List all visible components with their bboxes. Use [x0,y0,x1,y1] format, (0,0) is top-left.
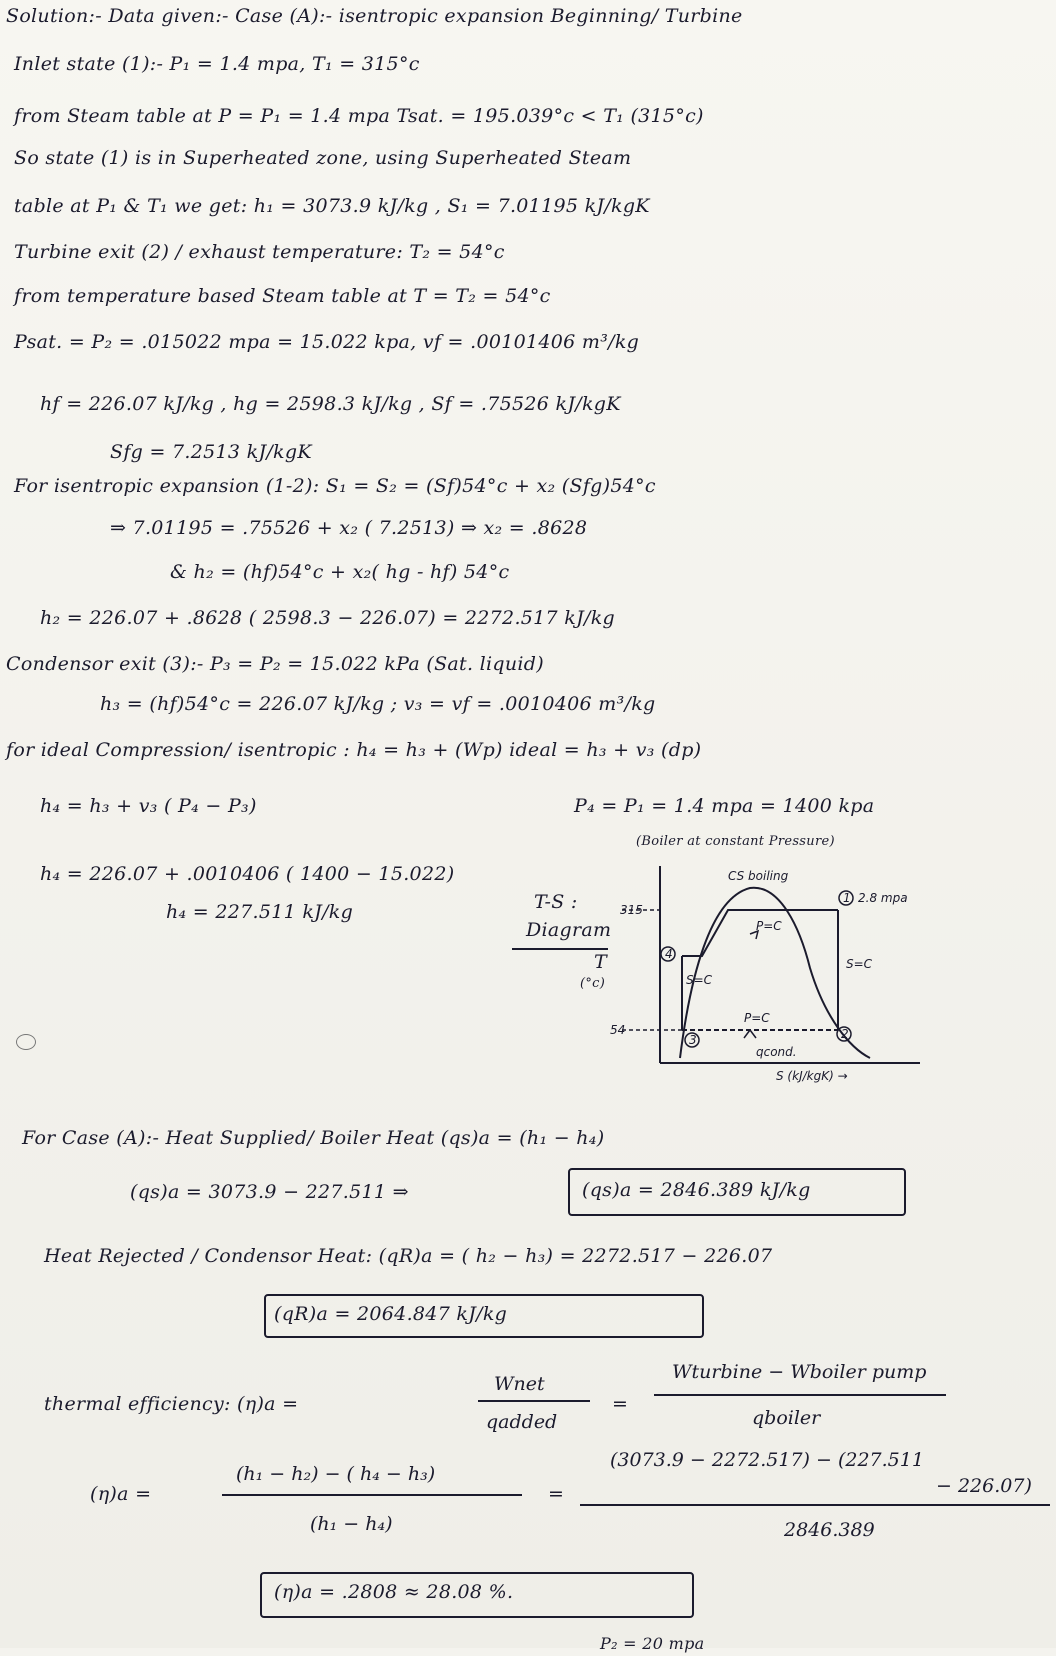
ts-diagram-title-2: Diagram [526,919,612,941]
line-heat-supplied: For Case (A):- Heat Supplied/ Boiler Heat (qs)a = (h₁ − h₄) [22,1127,605,1149]
sc-right-label: S=C [846,957,873,971]
frac-turbine-pump-bar [654,1394,946,1396]
ts-diagram-title: T-S : [534,891,578,913]
pressure-1-label: 2.8 mpa [858,891,908,905]
line-thermal-efficiency: thermal efficiency: (η)a = [44,1393,299,1415]
line-heat-rejected: Heat Rejected / Condensor Heat: (qR)a = ( h₂ − h₃) = 2272.517 − 226.07 [44,1245,773,1267]
frac-numeric-bar [580,1504,1050,1506]
line-temperature-table: from temperature based Steam table at T = T₂ = 54°c [14,285,551,307]
line-steam-table: from Steam table at P = P₁ = 1.4 mpa Tsat. = 195.039°c < T₁ (315°c) [14,105,704,127]
line-h4-value: h₄ = 227.511 kJ/kg [166,901,354,923]
line-qs-substitution: (qs)a = 3073.9 − 227.511 ⇒ [130,1181,409,1203]
line-solution-header: Solution:- Data given:- Case (A):- isentropic expansion Beginning/ Turbine [6,5,743,27]
frac-wnet-denominator: qadded [486,1411,558,1433]
line-superheated-zone: So state (1) is in Superheated zone, using Superheated Steam [14,147,632,169]
x-axis-label: S (kJ/kgK) → [776,1069,848,1083]
sc-left-label: S=C [686,973,713,987]
ts-diagram-y-axis-label: T [594,951,607,973]
ts-diagram [610,858,930,1086]
line-turbine-exit: Turbine exit (2) / exhaust temperature: T₂ = 54°c [14,241,505,263]
line-h1-s1: table at P₁ & T₁ we get: h₁ = 3073.9 kJ/kg , S₁ = 7.01195 kJ/kgK [14,195,650,217]
line-sfg: Sfg = 7.2513 kJ/kgK [110,441,312,463]
boiler-line-4-1 [682,910,838,956]
heat-rejection-arrow [744,1030,756,1038]
state-4-label: 4 [665,947,673,961]
frac-enthalpy-numerator: (h₁ − h₂) − ( h₄ − h₃) [236,1463,436,1485]
line-h4-substitution: h₄ = 226.07 + .0010406 ( 1400 − 15.022) [40,863,455,885]
line-x2: ⇒ 7.01195 = .75526 + x₂ ( 7.2513) ⇒ x₂ = .8628 [110,517,588,539]
line-efficiency-formula: (η)a = [90,1483,152,1505]
state-1-label: 1 [843,891,851,905]
pc-high-label: P=C [756,919,782,933]
t-high-label: 315 [620,903,643,917]
line-equals-2: = [548,1483,565,1505]
frac-enthalpy-denominator: (h₁ − h₄) [310,1513,393,1535]
line-footer-partial: P₂ = 20 mpa [600,1634,705,1653]
frac-turbine-pump-denominator: qboiler [752,1407,821,1429]
frac-enthalpy-bar [222,1494,522,1496]
line-condensor-exit: Condensor exit (3):- P₃ = P₂ = 15.022 kPa (Sat. liquid) [6,653,544,675]
line-h2-formula: & h₂ = (hf)54°c + x₂( hg - hf) 54°c [170,561,510,583]
frac-numeric-denominator: 2846.389 [784,1519,875,1541]
frac-wnet-bar [478,1400,590,1402]
line-boiler-constant-pressure: (Boiler at constant Pressure) [636,834,835,849]
frac-numeric-numerator-cont: − 226.07) [936,1475,1032,1497]
page-scribble-mark [16,1034,36,1050]
frac-numeric-numerator: (3073.9 − 2272.517) − (227.511 [610,1449,924,1471]
cs-boiling-label: CS boiling [728,869,789,883]
line-psat: Psat. = P₂ = .015022 mpa = 15.022 kpa, vf = .00101406 m³/kg [14,331,640,353]
line-hf-hg-sf: hf = 226.07 kJ/kg , hg = 2598.3 kJ/kg , Sf = .75526 kJ/kgK [40,393,621,415]
line-equals-1: = [612,1393,629,1415]
line-h4-formula: h₄ = h₃ + v₃ ( P₄ − P₃) [40,795,257,817]
q-cond-label: qcond. [756,1045,797,1059]
state-3-label: 3 [689,1033,697,1047]
line-qs-result: (qs)a = 2846.389 kJ/kg [582,1179,811,1201]
ts-diagram-y-axis-unit: (°c) [580,976,606,991]
t-low-label: 54 [610,1023,626,1037]
line-efficiency-result: (η)a = .2808 ≈ 28.08 %. [274,1581,514,1603]
line-ideal-compression: for ideal Compression/ isentropic : h₄ = h₃ + (Wp) ideal = h₃ + v₃ (dp) [6,739,702,761]
line-p4: P₄ = P₁ = 1.4 mpa = 1400 kpa [574,795,875,817]
line-inlet-state: Inlet state (1):- P₁ = 1.4 mpa, T₁ = 315°c [14,53,420,75]
line-h2-value: h₂ = 226.07 + .8628 ( 2598.3 − 226.07) = 2272.517 kJ/kg [40,607,615,629]
frac-turbine-pump-numerator: Wturbine − Wboiler pump [672,1361,927,1383]
line-h3-v3: h₃ = (hf)54°c = 226.07 kJ/kg ; v₃ = vf = .0010406 m³/kg [100,693,656,715]
state-2-label: 2 [841,1027,849,1041]
frac-wnet-numerator: Wnet [494,1373,545,1395]
pc-low-label: P=C [744,1011,770,1025]
line-qr-result: (qR)a = 2064.847 kJ/kg [274,1303,508,1325]
line-isentropic-expansion: For isentropic expansion (1-2): S₁ = S₂ = (Sf)54°c + x₂ (Sfg)54°c [14,475,656,497]
